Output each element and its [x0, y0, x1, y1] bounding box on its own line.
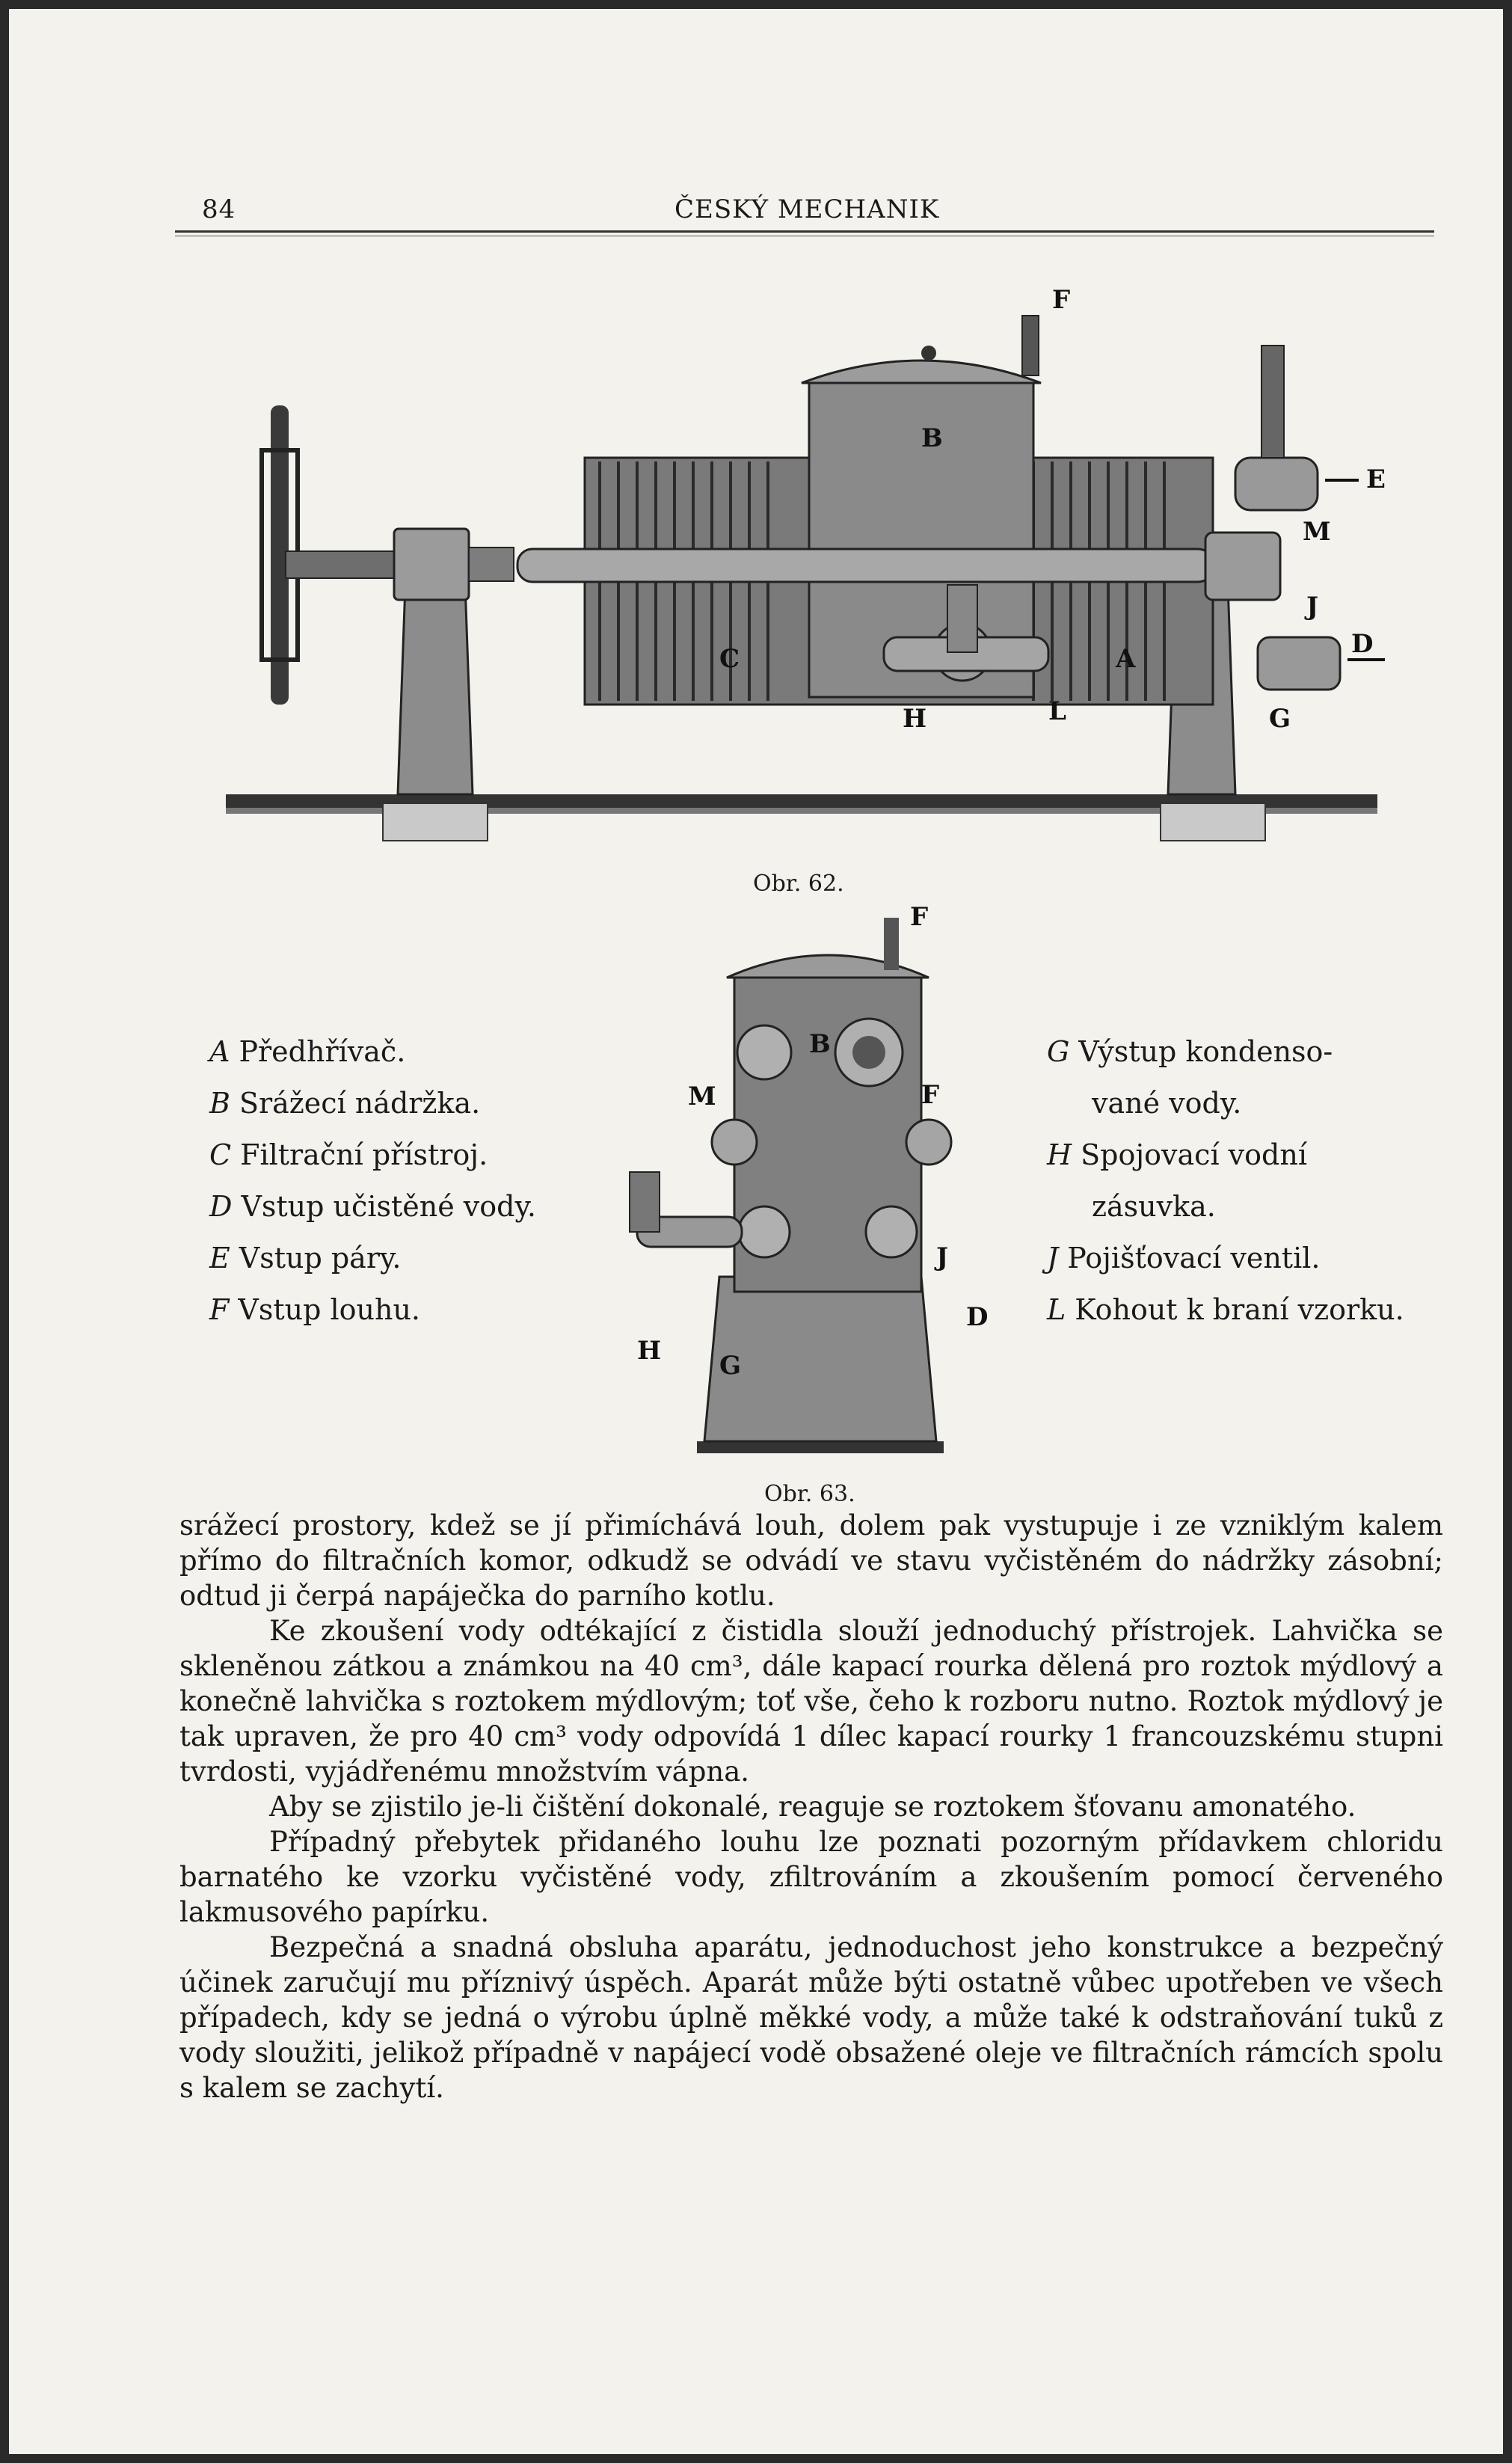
- legend-left: [209, 1026, 536, 1336]
- legend-right: [1047, 1026, 1404, 1336]
- legend-item: B Srážecí nádržka.: [209, 1087, 481, 1120]
- legend-item: C Filtrační přístroj.: [209, 1138, 488, 1171]
- paragraph: Aby se zjistilo je-li čištění dokonalé, reaguje se roztokem šťovanu amonatého.: [269, 1791, 1356, 1823]
- svg-text:J: J: [936, 1242, 949, 1272]
- page-number: 84: [202, 194, 236, 224]
- header-rule: [175, 230, 1434, 236]
- paragraph: srážecí prostory, kdež se jí přimíchává louh, dolem pak vystupuje i ze vzniklým kalem přímo do filtračních komor, odkudž se odvádí ve stavu vyčistěném do nádržky zásobní; odtud ji čerpá napáječka do parního kotlu.: [179, 1509, 1443, 1612]
- book-page: [9, 9, 1503, 2454]
- running-title: ČESKÝ MECHANIK: [674, 194, 940, 224]
- svg-text:E: E: [1366, 464, 1386, 494]
- paragraph: Ke zkoušení vody odtékající z čistidla slouží jednoduchý přístrojek. Lahvička se skleněnou zátkou a známkou na 40 cm³, dále kapací rourka dělená pro roztok mýdlový a konečně lahvička s roztokem mýdlovým; toť vše, čeho k rozboru nutno. Roztok mýdlový je tak upraven, že pro 40 cm³ vody odpovídá 1 dílec kapací rourky 1 francouzskému stupni tvrdosti, vyjádřenému množstvím vápna.: [179, 1615, 1443, 1788]
- svg-text:J: J: [1306, 592, 1319, 622]
- svg-text:F: F: [921, 1080, 940, 1110]
- figure-62-caption: Obr. 62.: [753, 871, 844, 897]
- legend-item: G Výstup kondenso-: [1047, 1035, 1333, 1068]
- svg-text:M: M: [688, 1082, 716, 1111]
- legend-item: H Spojovací vodní: [1047, 1138, 1307, 1171]
- legend-item: F Vstup louhu.: [209, 1293, 420, 1326]
- svg-text:L: L: [1048, 696, 1066, 726]
- svg-text:A: A: [1116, 644, 1136, 674]
- svg-text:H: H: [637, 1336, 662, 1366]
- svg-text:H: H: [903, 704, 927, 734]
- svg-text:M: M: [1303, 517, 1331, 547]
- svg-text:C: C: [719, 644, 740, 674]
- svg-text:F: F: [1052, 285, 1071, 315]
- svg-text:B: B: [921, 423, 943, 453]
- svg-text:F: F: [910, 903, 929, 932]
- legend-item: vané vody.: [1092, 1087, 1242, 1120]
- paragraph: Případný přebytek přidaného louhu lze poznati pozorným přídavkem chloridu barnatého ke vzorku vyčistěné vody, zfiltrováním a zkoušením pomocí červeného lakmusového papírku.: [179, 1826, 1443, 1928]
- legend-item: D Vstup učistěné vody.: [209, 1190, 536, 1223]
- legend-item: J Pojišťovací ventil.: [1047, 1242, 1321, 1275]
- legend-item: E Vstup páry.: [209, 1242, 402, 1275]
- svg-text:D: D: [1351, 629, 1374, 659]
- figure-63-illustration: [607, 903, 1026, 1471]
- paragraph: Bezpečná a snadná obsluha aparátu, jednoduchost jeho konstrukce a bezpečný účinek zaručují mu příznivý úspěch. Aparát může býti ostatně vůbec upotřeben ve všech případech, kdy se jedná o výrobu úplně měkké vody, a může také k odstraňování tuků z vody sloužiti, jelikož případně v napájecí vodě obsažené oleje ve filtračních rámcích spolu s kalem se zachytí.: [179, 1931, 1443, 2104]
- legend-item: A Předhřívač.: [209, 1035, 406, 1068]
- svg-text:G: G: [719, 1351, 742, 1381]
- legend-item: L Kohout k braní vzorku.: [1047, 1293, 1404, 1326]
- svg-text:D: D: [966, 1302, 989, 1332]
- body-text: [179, 1508, 1443, 2105]
- figure-63-caption: Obr. 63.: [764, 1481, 855, 1507]
- svg-text:G: G: [1269, 704, 1291, 734]
- svg-text:B: B: [809, 1029, 831, 1059]
- figure-62-illustration: [211, 271, 1407, 884]
- legend-item: zásuvka.: [1092, 1190, 1216, 1223]
